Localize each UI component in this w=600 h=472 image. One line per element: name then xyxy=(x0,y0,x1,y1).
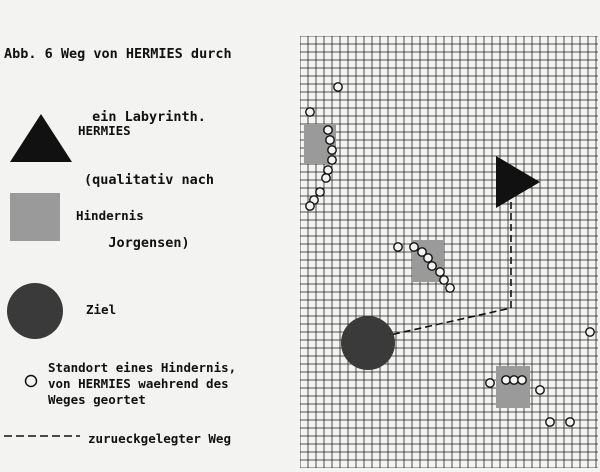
grid-lines xyxy=(300,36,598,468)
sensed-obstacle-point xyxy=(328,146,336,154)
sensed-obstacle-point xyxy=(518,376,526,384)
sensed-obstacle-point xyxy=(566,418,574,426)
sensed-obstacle-point xyxy=(586,328,594,336)
sensed-obstacle-point xyxy=(394,243,402,251)
sensed-obstacle-point xyxy=(322,174,330,182)
legend-robot-label: HERMIES xyxy=(78,123,131,138)
legend-obstacle-label: Hindernis xyxy=(76,208,144,223)
caption-line-1: Abb. 6 Weg von HERMIES durch xyxy=(4,46,232,62)
sensed-obstacle-point xyxy=(536,386,544,394)
legend-path-label: zurueckgelegter Weg xyxy=(88,431,231,446)
sensed-obstacle-point xyxy=(306,108,314,116)
path-dashed-line-icon xyxy=(4,431,82,441)
caption-line-3: (qualitativ nach xyxy=(83,172,215,188)
labyrinth-grid xyxy=(300,36,598,468)
obstacle-3 xyxy=(496,366,530,408)
sensed-obstacle-point xyxy=(410,243,418,251)
goal-circle-icon xyxy=(6,282,64,340)
sensed-obstacle-point xyxy=(446,284,454,292)
sensed-obstacle-point xyxy=(486,379,494,387)
sensed-obstacle-point xyxy=(306,202,314,210)
legend-sensed-label xyxy=(48,360,236,408)
hermies-triangle-icon xyxy=(8,112,74,164)
obstacle-square-icon xyxy=(10,193,60,241)
sensed-obstacle-point xyxy=(546,418,554,426)
sensed-obstacle-point xyxy=(440,276,448,284)
goal-circle xyxy=(341,316,395,370)
sensed-obstacle-point xyxy=(326,136,334,144)
sensed-obstacle-point xyxy=(334,83,342,91)
sensed-obstacle-point xyxy=(428,262,436,270)
caption-line-4: Jorgensen) xyxy=(108,235,190,251)
legend-sensed-line-2: von HERMIES waehrend des xyxy=(48,376,229,391)
sensed-points xyxy=(306,83,594,426)
sensed-obstacle-point xyxy=(424,254,432,262)
legend-sensed-line-3: Weges geortet xyxy=(48,392,146,407)
sensed-obstacle-point xyxy=(502,376,510,384)
sensed-obstacle-point xyxy=(316,188,324,196)
sensed-obstacle-point xyxy=(328,156,336,164)
legend-sensed-line-1: Standort eines Hindernis, xyxy=(48,360,237,375)
caption-line-2: ein Labyrinth. xyxy=(92,109,206,125)
sensed-obstacle-point xyxy=(510,376,518,384)
sensed-obstacle-point xyxy=(436,268,444,276)
sensed-obstacle-point xyxy=(324,166,332,174)
sensed-point-icon xyxy=(24,374,38,388)
legend-goal-label: Ziel xyxy=(86,302,117,317)
sensed-obstacle-point xyxy=(324,126,332,134)
travelled-path xyxy=(390,202,511,335)
